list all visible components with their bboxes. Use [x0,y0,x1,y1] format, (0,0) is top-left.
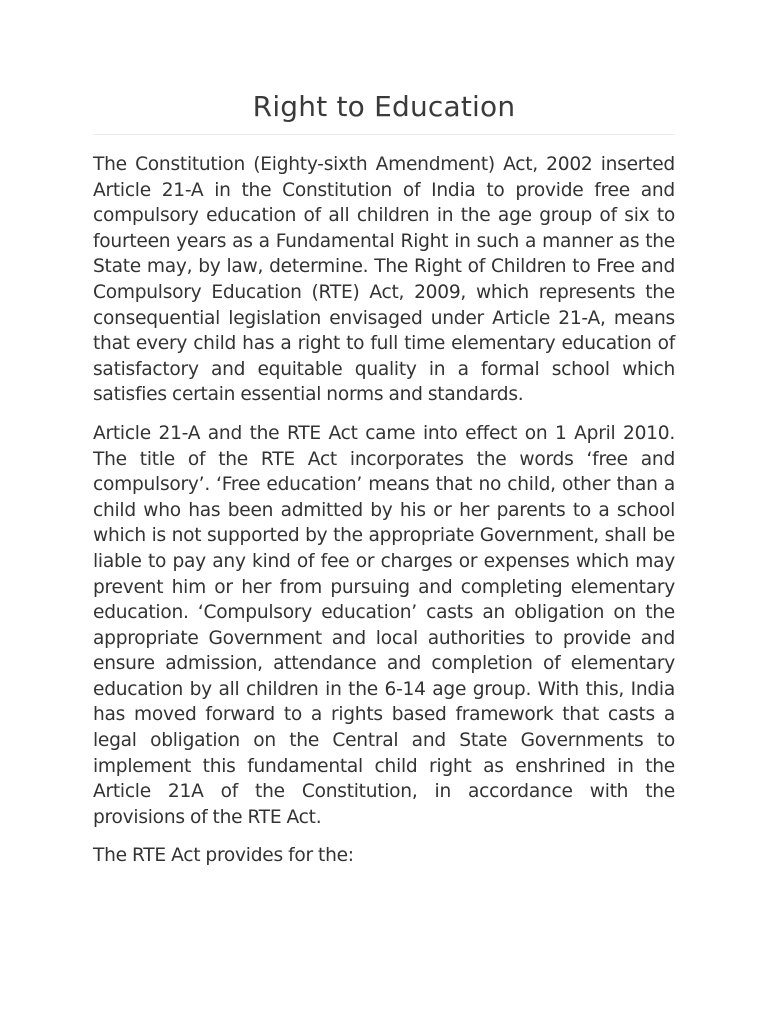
paragraph-constitutional-amendment: The Constitution (Eighty-sixth Amendment) Act, 2002 inserted Article 21-A in the Constitution of India to provide free and compulsory education of all children in the age group of six to fourteen years as a Fundamental Right in such a manner as the State may, by law, determine. The Right of Children to Free and Compulsory Education (RTE) Act, 2009, which represents the consequential legislation envisaged under Article 21-A, means that every child has a right to full time elementary education of satisfactory and equitable quality in a formal school which satisfies certain essential norms and standards. [93,154,675,406]
page-title: Right to Education [252,90,516,123]
title-divider [93,134,675,135]
paragraph-rte-provisions-intro: The RTE Act provides for the: [93,845,354,867]
paragraph-rte-act-effect: Article 21-A and the RTE Act came into effect on 1 April 2010. The title of the RTE Act incorporates the words ‘free and compulsory’. ‘Free education’ means that no child, other than a child who has been admitted by his or her parents to a school which is not supported by the appropriate Government, shall be liable to pay any kind of fee or charges or expenses which may prevent him or her from pursuing and completing elementary education. ‘Compulsory education’ casts an obligation on the appropriate Government and local authorities to provide and ensure admission, attendance and completion of elementary education by all children in the 6-14 age group. With this, India has moved forward to a rights based framework that casts a legal obligation on the Central and State Governments to implement this fundamental child right as enshrined in the Article 21A of the Constitution, in accordance with the provisions of the RTE Act. [93,422,675,828]
